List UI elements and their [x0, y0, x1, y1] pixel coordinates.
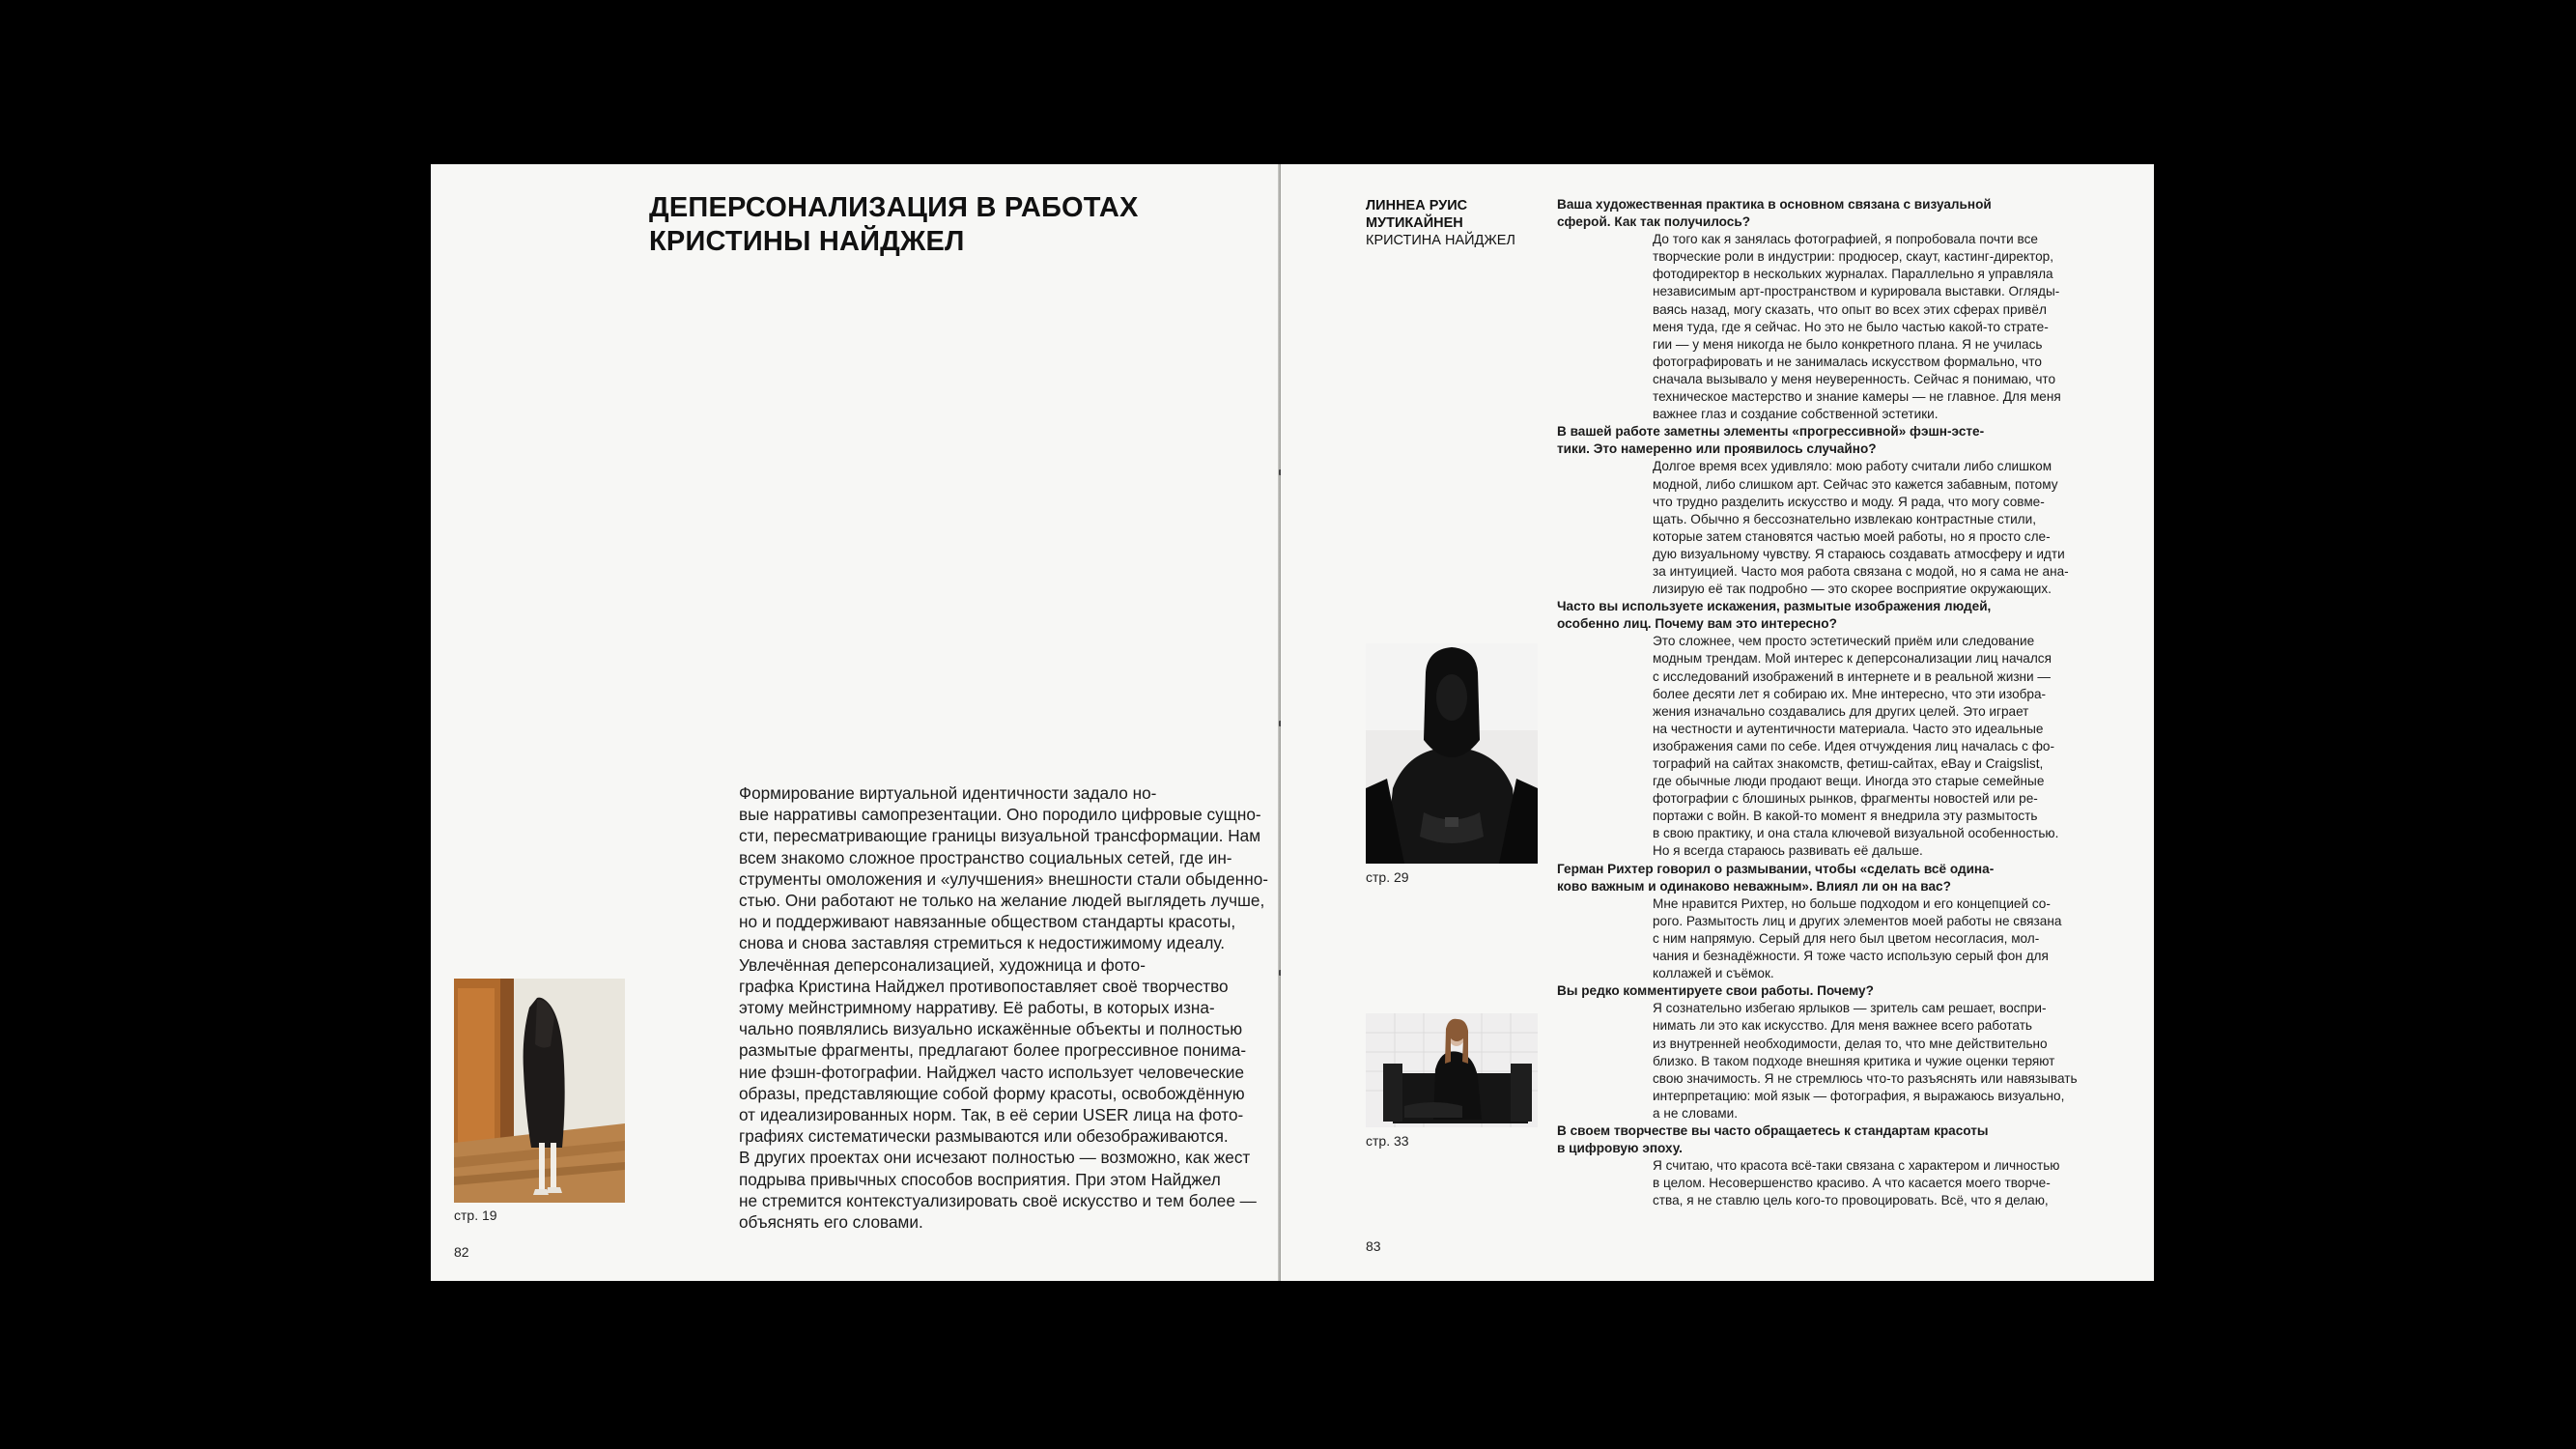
question-line: Вы редко комментируете свои работы. Почему? [1557, 983, 1874, 999]
answer-line: где обычные люди продают вещи. Иногда это старые семейные [1653, 774, 2045, 789]
answer-line: Это сложнее, чем просто эстетический приём или следование [1653, 634, 2035, 649]
interview-question [1557, 1122, 2127, 1157]
page-number: 82 [454, 1244, 469, 1260]
interview-answer [1557, 895, 2127, 982]
question-line: сферой. Как так получилось? [1557, 214, 1750, 230]
answer-line: более десяти лет я собираю их. Мне интересно, что эти изобра- [1653, 686, 2047, 701]
essay-line: всем знакомо сложное пространство социальных сетей, где ин- [739, 847, 1232, 867]
article-title [649, 191, 1139, 259]
essay-line: чально появлялись визуально искажённые объекты и полностью [739, 1019, 1243, 1039]
answer-line: дую визуальному чувству. Я стараюсь создавать атмосферу и идти [1653, 546, 2065, 561]
interview-answer [1557, 458, 2127, 598]
interview-answer [1557, 633, 2127, 860]
question-line: особенно лиц. Почему вам это интересно? [1557, 616, 1837, 632]
essay-line: объяснять его словами. [739, 1212, 923, 1233]
interview-question [1557, 423, 2127, 458]
interview-body [1557, 196, 2127, 1209]
answer-line: с исследований изображений в интернете и в реальной жизни — [1653, 668, 2052, 684]
essay-line: струменты омоложения и «улучшения» внешности стали обыденно- [739, 868, 1268, 889]
answer-line: что трудно разделить искусство и моду. Я рада, что могу совме- [1653, 494, 2045, 509]
essay-paragraph-2 [646, 954, 1255, 1234]
essay-line: но и поддерживают навязанные обществом стандарты красоты, [739, 912, 1236, 932]
interview-question [1557, 598, 2127, 633]
author-name: ЛИННЕА РУИС [1366, 198, 1468, 213]
photo-figure-29 [1366, 643, 1538, 864]
answer-line: коллажей и съёмок. [1653, 966, 1774, 981]
essay-line: вые нарративы самопрезентации. Оно породило цифровые сущно- [739, 805, 1261, 825]
question-line: Герман Рихтер говорил о размывании, чтобы «сделать всё одина- [1557, 861, 1995, 876]
essay-line: сти, пересматривающие границы визуальной трансформации. Нам [739, 826, 1261, 846]
answer-line: гии — у меня никогда не было конкретного плана. Я не училась [1653, 336, 2043, 352]
essay-line: этому мейнстримному нарративу. Её работы, в которых изна- [739, 998, 1215, 1018]
question-line: Часто вы используете искажения, размытые изображения людей, [1557, 599, 1992, 614]
essay-paragraph-1 [646, 782, 1268, 954]
answer-line: близко. В таком подходе внешняя критика и чужие оценки теряют [1653, 1053, 2055, 1068]
essay-line: подрыва привычных способов восприятия. При этом Найджел [739, 1169, 1221, 1189]
answer-line: ваясь назад, могу сказать, что опыт во всех этих сферах привёл [1653, 301, 2047, 317]
interview-answer [1557, 1157, 2127, 1209]
answer-line: чания и безнадёжности. Я тоже часто использую серый фон для [1653, 949, 2049, 964]
author-name: МУТИКАЙНЕН [1366, 215, 1463, 231]
answer-line: модным трендам. Мой интерес к деперсонализации лиц начался [1653, 651, 2052, 667]
right-page [1281, 164, 2154, 1281]
answer-line: фотодиректор в нескольких журналах. Параллельно я управляла [1653, 267, 2053, 282]
answer-line: Долгое время всех удивляло: мою работу считали либо слишком [1653, 459, 2052, 474]
answer-line: техническое мастерство и знание камеры — не главное. Для меня [1653, 389, 2061, 405]
interview-qa [1557, 1122, 2127, 1209]
essay-line: ние фэшн-фотографии. Найджел часто использует человеческие [739, 1062, 1245, 1082]
essay-line: стью. Они работают не только на желание людей выглядеть лучше, [739, 891, 1265, 911]
question-line: тики. Это намеренно или проявилось случайно? [1557, 441, 1877, 457]
left-page [431, 164, 1279, 1281]
essay-line: графиях систематически размываются или обезображиваются. [739, 1126, 1229, 1147]
answer-line: творческие роли в индустрии: продюсер, скаут, кастинг-директор, [1653, 249, 2053, 265]
interview-answer [1557, 1000, 2127, 1122]
answer-line: в свою практику, и она стала ключевой визуальной особенностью. [1653, 826, 2059, 841]
answer-line: меня туда, где я сейчас. Но это не было частью какой-то страте- [1653, 319, 2049, 334]
answer-line: изображения сами по себе. Идея отчуждения лиц началась с фо- [1653, 738, 2054, 753]
photo-figure-19 [454, 979, 625, 1203]
answer-line: на честности и аутентичности материала. Часто это идеальные [1653, 721, 2044, 736]
interview-qa [1557, 982, 2127, 1122]
interview-qa [1557, 861, 2127, 983]
title-line: КРИСТИНЫ НАЙДЖЕЛ [649, 226, 965, 257]
answer-line: интерпретацию: мой язык — фотография, я выражаюсь визуально, [1653, 1088, 2065, 1103]
figure-caption: стр. 19 [454, 1208, 497, 1223]
interview-qa [1557, 423, 2127, 598]
interview-qa [1557, 598, 2127, 860]
interview-question [1557, 861, 2127, 895]
essay-body [646, 782, 1268, 1233]
essay-line: графка Кристина Найджел противопоставляет своё творчество [739, 976, 1229, 996]
interview-question [1557, 196, 2127, 231]
essay-line: В других проектах они исчезают полностью — возможно, как жест [739, 1148, 1251, 1168]
essay-line: снова и снова заставляя стремиться к недостижимому идеалу. [739, 933, 1226, 953]
interview-question [1557, 982, 2127, 1000]
essay-line: образы, представляющие собой форму красоты, освобождённую [739, 1083, 1245, 1103]
answer-line: фотографировать и не занималась искусством формально, что [1653, 354, 2042, 369]
answer-line: Мне нравится Рихтер, но больше подходом и его концепцией со- [1653, 895, 2051, 911]
interview-qa [1557, 196, 2127, 423]
figure-caption: стр. 33 [1366, 1133, 1409, 1149]
answer-line: которые затем становятся частью моей работы, но я просто сле- [1653, 528, 2051, 544]
question-line: в цифровую эпоху. [1557, 1141, 1683, 1156]
answer-line: свою значимость. Я не стремлюсь что-то разъяснять или навязывать [1653, 1070, 2078, 1086]
answer-line: из внутренней необходимости, делая то, что мне действительно [1653, 1036, 2048, 1051]
answer-line: лизирую её так подробно — это скорее восприятие окружающих. [1653, 582, 2052, 597]
essay-line: размытые фрагменты, предлагают более прогрессивное понима- [739, 1040, 1247, 1061]
question-line: ково важным и одинаково неважным». Влиял ли он на вас? [1557, 878, 1951, 894]
answer-line: Но я всегда стараюсь развивать её дальше. [1653, 843, 1923, 859]
answer-line: нимать ли это как искусство. Для меня важнее всего работать [1653, 1018, 2032, 1034]
answer-line: Я сознательно избегаю ярлыков — зритель сам решает, воспри- [1653, 1001, 2047, 1016]
answer-line: независимым арт-пространством и курировала выставки. Огляды- [1653, 284, 2060, 299]
answer-line: щать. Обычно я бессознательно извлекаю контрастные стили, [1653, 511, 2036, 526]
answer-line: важнее глаз и создание собственной эстетики. [1653, 407, 1939, 422]
answer-line: ства, я не ставлю цель кого-то провоцировать. Всё, что я делаю, [1653, 1193, 2049, 1208]
answer-line: До того как я занялась фотографией, я попробовала почти все [1653, 232, 2038, 247]
figure-caption: стр. 29 [1366, 869, 1409, 885]
answer-line: за интуицией. Часто моя работа связана с модой, но я сама не ана- [1653, 563, 2069, 579]
interview-answer [1557, 231, 2127, 423]
answer-line: Я считаю, что красота всё-таки связана с характером и личностью [1653, 1158, 2060, 1174]
question-line: В своем творчестве вы часто обращаетесь к стандартам красоты [1557, 1122, 1989, 1138]
essay-line: Увлечённая деперсонализацией, художница и фото- [739, 954, 1146, 975]
page-number: 83 [1366, 1238, 1381, 1254]
answer-line: фотографии с блошиных рынков, фрагменты новостей или ре- [1653, 791, 2038, 807]
title-line: ДЕПЕРСОНАЛИЗАЦИЯ В РАБОТАХ [649, 192, 1139, 223]
byline [1366, 197, 1515, 249]
essay-line: от идеализированных норм. Так, в её серии USER лица на фото- [739, 1105, 1244, 1125]
essay-line: не стремится контекстуализировать своё искусство и тем более — [739, 1190, 1257, 1210]
question-line: Ваша художественная практика в основном связана с визуальной [1557, 197, 1992, 212]
photo-figure-33 [1366, 1013, 1538, 1127]
answer-line: сначала вызывало у меня неуверенность. Сейчас я понимаю, что [1653, 371, 2056, 386]
question-line: В вашей работе заметны элементы «прогрессивной» фэшн-эсте- [1557, 424, 1985, 440]
answer-line: модной, либо слишком арт. Сейчас это кажется забавным, потому [1653, 476, 2058, 492]
answer-line: а не словами. [1653, 1105, 1738, 1121]
answer-line: тографий на сайтах знакомств, фетиш-сайтах, eBay и Craigslist, [1653, 756, 2044, 771]
answer-line: жения изначально создавались для других целей. Это играет [1653, 703, 2029, 719]
interviewee-name: КРИСТИНА НАЙДЖЕЛ [1366, 233, 1515, 248]
answer-line: в целом. Несовершенство красиво. А что касается моего творче- [1653, 1176, 2051, 1191]
answer-line: рого. Размытость лиц и других элементов моей работы не связана [1653, 913, 2062, 928]
answer-line: портажи с войн. В какой-то момент я внедрила эту размытость [1653, 809, 2038, 824]
essay-line: Формирование виртуальной идентичности задало но- [739, 783, 1157, 803]
answer-line: с ним напрямую. Серый для него был цветом несогласия, мол- [1653, 930, 2040, 946]
